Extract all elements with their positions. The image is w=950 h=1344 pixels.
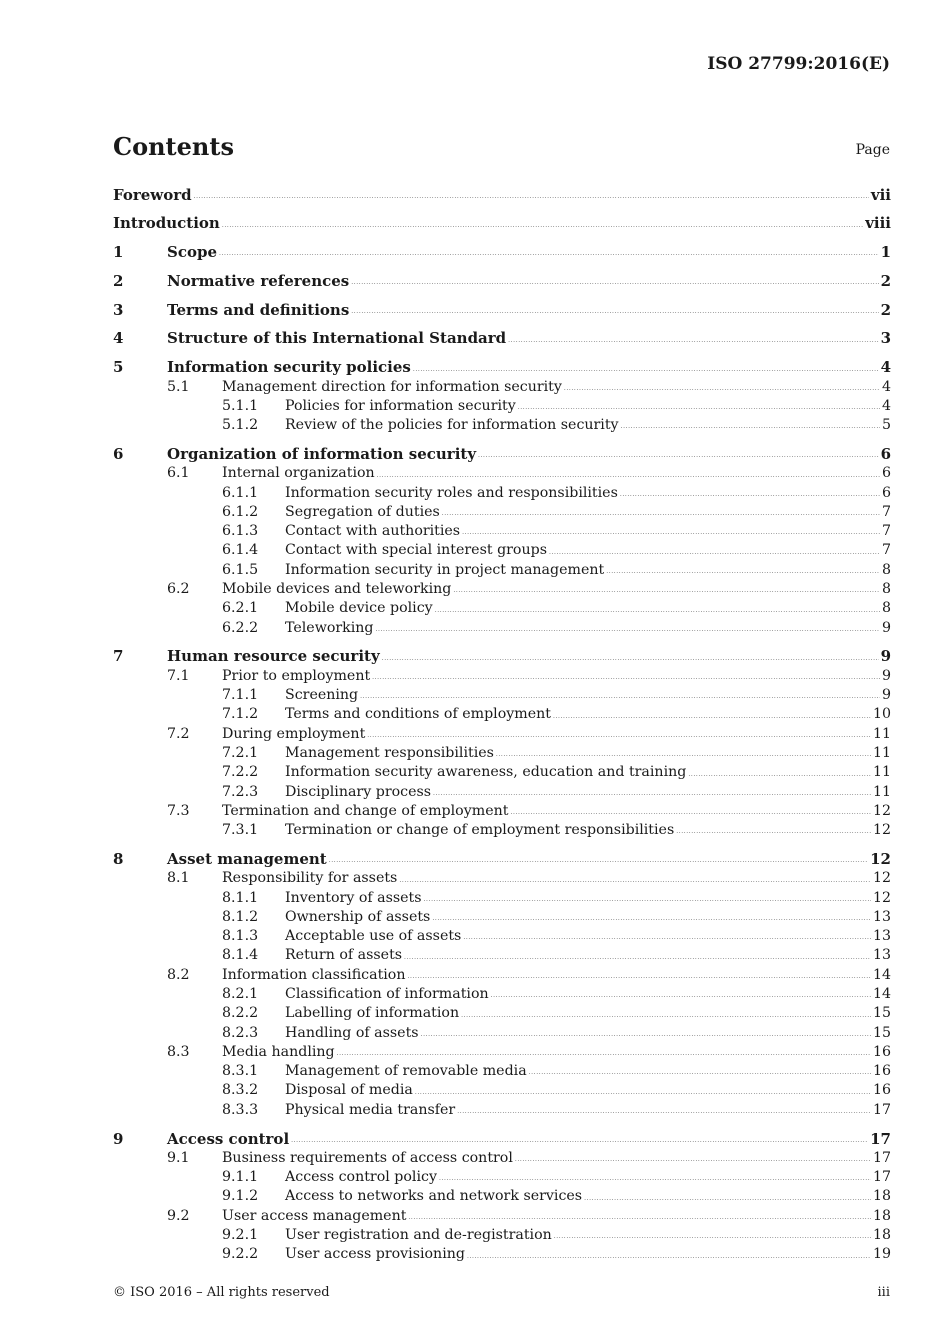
toc-entry-page: 11 [872, 764, 891, 781]
toc-entry-number: 8.3.2 [222, 1082, 259, 1099]
toc-entry-number: 6.1 [167, 465, 190, 482]
toc-entry-page: 18 [872, 1227, 891, 1244]
toc-entry[interactable] [113, 946, 891, 965]
toc-entry-number: 8.1.2 [222, 908, 259, 925]
dot-leader [337, 1051, 871, 1057]
toc-entry[interactable] [113, 464, 891, 483]
toc-entry-page: 16 [872, 1043, 891, 1060]
toc-entry[interactable] [113, 705, 891, 724]
dot-leader [491, 993, 871, 999]
toc-entry-page: 8 [881, 600, 891, 617]
toc-entry-title: Management responsibilities [285, 744, 494, 761]
toc-entry[interactable] [113, 186, 891, 205]
toc-entry-title: Management of removable media [285, 1063, 527, 1080]
dot-leader [529, 1070, 871, 1076]
toc-entry-page: 8 [881, 581, 891, 598]
dot-leader [399, 878, 871, 884]
toc-entry-number: 8.1 [167, 870, 190, 887]
toc-entry-number: 7 [113, 647, 124, 666]
toc-entry-number: 1 [113, 243, 124, 262]
toc-entry[interactable] [113, 927, 891, 946]
toc-entry-number: 2 [113, 271, 124, 290]
toc-entry-page: 9 [880, 647, 891, 666]
toc-entry[interactable] [113, 541, 891, 560]
dot-leader [457, 1109, 871, 1115]
toc-entry[interactable] [113, 1226, 891, 1245]
toc-entry-number: 3 [113, 300, 124, 319]
dot-leader [554, 1234, 871, 1240]
toc-entry-title: Terms and conditions of employment [285, 706, 551, 723]
dot-leader [508, 338, 878, 344]
dot-leader [329, 858, 868, 864]
toc-entry-title: Return of assets [285, 947, 403, 964]
toc-entry-page: 17 [872, 1101, 891, 1118]
toc-entry-title: Media handling [222, 1043, 335, 1060]
toc-entry-page: 12 [872, 802, 891, 819]
toc-entry-title: Screening [285, 687, 359, 704]
dot-leader [415, 1090, 871, 1096]
toc-entry-number: 6.1.2 [222, 503, 259, 520]
toc-entry-number: 9.1.1 [222, 1169, 259, 1186]
toc-entry[interactable] [113, 985, 891, 1004]
dot-leader [424, 897, 871, 903]
dot-leader [463, 935, 871, 941]
toc-entry-number: 8.2.3 [222, 1024, 259, 1041]
dot-leader [461, 1013, 871, 1019]
toc-entry-number: 8.3 [167, 1043, 190, 1060]
toc-entry-title: Internal organization [222, 465, 375, 482]
toc-entry-page: 1 [880, 243, 891, 262]
table-of-contents [113, 186, 891, 1265]
toc-entry-page: 18 [872, 1207, 891, 1224]
dot-leader [372, 675, 880, 681]
toc-entry[interactable] [113, 243, 891, 262]
dot-leader [194, 194, 869, 200]
dot-leader [377, 473, 880, 479]
dot-leader [432, 916, 871, 922]
toc-entry-title: Organization of information security [167, 444, 477, 463]
toc-entry-page: 15 [872, 1024, 891, 1041]
toc-entry[interactable] [113, 1062, 891, 1081]
toc-entry-title: Teleworking [285, 619, 374, 636]
toc-entry[interactable] [113, 869, 891, 888]
dot-leader [404, 955, 871, 961]
toc-entry-number: 7.3.1 [222, 822, 259, 839]
page-number: iii [877, 1285, 890, 1300]
dot-leader [688, 772, 871, 778]
toc-entry-number: 9.1.2 [222, 1188, 259, 1205]
toc-entry-page: 17 [870, 1129, 891, 1148]
toc-entry[interactable] [113, 214, 891, 233]
toc-entry-title: Mobile device policy [285, 600, 433, 617]
dot-leader [510, 810, 871, 816]
toc-entry-title: Information classification [222, 966, 406, 983]
dot-leader [676, 829, 871, 835]
toc-entry-title: Contact with authorities [285, 523, 461, 540]
dot-leader [462, 530, 880, 536]
toc-entry-title: Information security policies [167, 358, 411, 377]
toc-entry-title: Normative references [167, 271, 350, 290]
page-column-label: Page [855, 142, 890, 158]
toc-entry-page: 5 [881, 417, 891, 434]
toc-entry-page: 11 [872, 744, 891, 761]
toc-entry[interactable] [113, 850, 891, 869]
dot-leader [376, 627, 880, 633]
toc-entry[interactable] [113, 1149, 891, 1168]
toc-entry-title: Termination and change of employment [222, 802, 509, 819]
toc-entry[interactable] [113, 1168, 891, 1187]
toc-entry[interactable] [113, 1101, 891, 1120]
toc-entry-page: 12 [872, 889, 891, 906]
dot-leader [584, 1196, 871, 1202]
toc-entry-number: 8.3.1 [222, 1063, 259, 1080]
toc-entry[interactable] [113, 783, 891, 802]
toc-entry-number: 7.2.3 [222, 783, 259, 800]
toc-entry-title: Physical media transfer [285, 1101, 456, 1118]
toc-entry-number: 5.1 [167, 378, 190, 395]
page-title: Contents [113, 132, 234, 161]
toc-entry[interactable] [113, 802, 891, 821]
toc-entry-number: 8.1.4 [222, 947, 259, 964]
toc-entry-number: 7.2 [167, 725, 190, 742]
toc-entry-title: Management direction for information security [222, 378, 562, 395]
dot-leader [620, 492, 880, 498]
toc-entry-number: 8.1.1 [222, 889, 259, 906]
dot-leader [467, 1254, 871, 1260]
toc-entry-number: 5.1.2 [222, 417, 259, 434]
toc-entry-title: User registration and de-registration [285, 1227, 552, 1244]
toc-entry-number: 9 [113, 1129, 124, 1148]
toc-entry[interactable] [113, 889, 891, 908]
dot-leader [382, 656, 879, 662]
toc-entry-title: Contact with special interest groups [285, 542, 547, 559]
toc-entry-page: 6 [880, 444, 891, 463]
toc-entry-number: 8.1.3 [222, 928, 259, 945]
dot-leader [433, 791, 871, 797]
toc-entry-title: Asset management [167, 849, 327, 868]
toc-entry-number: 7.2.1 [222, 744, 259, 761]
dot-leader [360, 694, 880, 700]
toc-entry[interactable] [113, 647, 891, 666]
toc-entry-page: 10 [872, 706, 891, 723]
toc-entry[interactable] [113, 1130, 891, 1149]
toc-entry[interactable] [113, 561, 891, 580]
toc-entry-number: 7.1 [167, 667, 190, 684]
dot-leader [408, 1215, 871, 1221]
toc-entry-title: Information security awareness, education and training [285, 764, 687, 781]
toc-entry-page: 13 [872, 947, 891, 964]
toc-entry-number: 4 [113, 329, 124, 348]
toc-entry[interactable] [113, 358, 891, 377]
copyright-notice: © ISO 2016 – All rights reserved [113, 1285, 330, 1300]
toc-entry[interactable] [113, 821, 891, 840]
dot-leader [219, 251, 879, 257]
toc-entry-title: Segregation of duties [285, 503, 440, 520]
toc-entry[interactable] [113, 522, 891, 541]
toc-entry-title: Handling of assets [285, 1024, 419, 1041]
toc-entry-number: 8.2.2 [222, 1005, 259, 1022]
toc-entry-page: 15 [872, 1005, 891, 1022]
toc-entry-title: Structure of this International Standard [167, 329, 507, 348]
toc-entry[interactable] [113, 966, 891, 985]
toc-entry-number: 9.2.2 [222, 1246, 259, 1263]
toc-entry[interactable] [113, 1004, 891, 1023]
dot-leader [291, 1138, 868, 1144]
toc-entry-page: 9 [881, 619, 891, 636]
toc-entry[interactable] [113, 619, 891, 638]
toc-entry[interactable] [113, 686, 891, 705]
toc-entry-page: 12 [872, 822, 891, 839]
toc-entry-page: 7 [881, 503, 891, 520]
toc-entry-number: 6.1.5 [222, 561, 259, 578]
toc-entry-page: vii [870, 186, 891, 204]
toc-entry[interactable] [113, 599, 891, 618]
toc-entry-title: Access control [167, 1129, 290, 1148]
toc-entry[interactable] [113, 272, 891, 291]
toc-entry-page: 4 [881, 378, 891, 395]
toc-entry-page: 4 [880, 358, 891, 377]
toc-entry[interactable] [113, 484, 891, 503]
toc-entry-title: Ownership of assets [285, 908, 431, 925]
dot-leader [496, 752, 871, 758]
toc-entry-title: Human resource security [167, 647, 380, 666]
dot-leader [421, 1032, 871, 1038]
toc-entry-title: During employment [222, 725, 366, 742]
toc-entry-page: 14 [872, 985, 891, 1002]
toc-entry-page: 17 [872, 1149, 891, 1166]
toc-entry[interactable] [113, 1207, 891, 1226]
toc-entry-number: 5 [113, 358, 124, 377]
document-id: ISO 27799:2016(E) [707, 54, 890, 74]
toc-entry[interactable] [113, 725, 891, 744]
toc-entry-title: Disciplinary process [285, 783, 432, 800]
dot-leader [439, 1176, 871, 1182]
toc-entry[interactable] [113, 1245, 891, 1264]
toc-entry-number: 7.1.2 [222, 706, 259, 723]
toc-entry-number: 8.2.1 [222, 985, 259, 1002]
dot-leader [442, 511, 880, 517]
dot-leader [518, 405, 880, 411]
dot-leader [351, 309, 878, 315]
toc-entry-title: Labelling of information [285, 1005, 460, 1022]
toc-entry-page: 7 [881, 523, 891, 540]
dot-leader [407, 974, 870, 980]
toc-entry-page: 13 [872, 928, 891, 945]
toc-entry-title: Policies for information security [285, 397, 516, 414]
dot-leader [413, 367, 879, 373]
toc-entry-number: 7.1.1 [222, 687, 259, 704]
dot-leader [606, 569, 880, 575]
toc-entry[interactable] [113, 301, 891, 320]
toc-entry-title: Responsibility for assets [222, 870, 398, 887]
toc-entry-number: 6.2.2 [222, 619, 259, 636]
toc-entry-title: Classification of information [285, 985, 489, 1002]
dot-leader [453, 588, 880, 594]
dot-leader [549, 550, 880, 556]
toc-entry[interactable] [113, 397, 891, 416]
toc-entry-page: 12 [872, 870, 891, 887]
toc-entry[interactable] [113, 580, 891, 599]
toc-entry[interactable] [113, 1187, 891, 1206]
toc-entry-number: 5.1.1 [222, 397, 259, 414]
toc-entry-page: 16 [872, 1082, 891, 1099]
dot-leader [621, 424, 880, 430]
toc-entry-number: Foreword [113, 186, 192, 204]
toc-entry-title: Access control policy [285, 1169, 437, 1186]
toc-entry-page: 6 [881, 465, 891, 482]
toc-entry-title: Mobile devices and teleworking [222, 581, 452, 598]
dot-leader [478, 453, 879, 459]
toc-entry-number: 6.1.4 [222, 542, 259, 559]
toc-entry[interactable] [113, 503, 891, 522]
toc-entry-title: Terms and definitions [167, 300, 350, 319]
toc-entry-number: 6.1.3 [222, 523, 259, 540]
toc-entry-number: 7.3 [167, 802, 190, 819]
toc-entry-title: User access provisioning [285, 1246, 465, 1263]
toc-entry-title: Acceptable use of assets [285, 928, 462, 945]
toc-entry-page: 11 [872, 725, 891, 742]
toc-entry-title: Information security roles and responsibilities [285, 484, 618, 501]
dot-leader [564, 386, 880, 392]
dot-leader [515, 1157, 871, 1163]
dot-leader [351, 280, 878, 286]
toc-entry-page: 4 [881, 397, 891, 414]
toc-entry-number: 6 [113, 444, 124, 463]
toc-entry-page: 19 [872, 1246, 891, 1263]
toc-entry-title: Information security in project management [285, 561, 605, 578]
toc-entry[interactable] [113, 1043, 891, 1062]
toc-entry-page: 6 [881, 484, 891, 501]
toc-entry[interactable] [113, 1024, 891, 1043]
toc-entry-page: 9 [881, 687, 891, 704]
toc-entry-title: Prior to employment [222, 667, 371, 684]
toc-entry-page: 18 [872, 1188, 891, 1205]
toc-entry-number: 8 [113, 849, 124, 868]
toc-entry-page: 9 [881, 667, 891, 684]
toc-entry[interactable] [113, 908, 891, 927]
toc-entry-page: 2 [880, 271, 891, 290]
toc-entry[interactable] [113, 744, 891, 763]
toc-entry-title: Disposal of media [285, 1082, 413, 1099]
toc-entry-number: 6.2.1 [222, 600, 259, 617]
toc-entry[interactable] [113, 667, 891, 686]
dot-leader [435, 608, 880, 614]
toc-entry-page: 17 [872, 1169, 891, 1186]
toc-entry[interactable] [113, 1081, 891, 1100]
toc-entry-title: Inventory of assets [285, 889, 422, 906]
toc-entry-title: Review of the policies for information security [285, 417, 619, 434]
toc-entry-title: Access to networks and network services [285, 1188, 583, 1205]
toc-entry-number: Introduction [113, 214, 220, 233]
toc-entry-number: 9.2.1 [222, 1227, 259, 1244]
toc-entry[interactable] [113, 329, 891, 348]
toc-entry-title: Termination or change of employment responsibilities [285, 822, 675, 839]
toc-entry-number: 9.1 [167, 1149, 190, 1166]
toc-entry-title: User access management [222, 1207, 407, 1224]
toc-entry[interactable] [113, 416, 891, 435]
toc-entry[interactable] [113, 763, 891, 782]
toc-entry-title: Business requirements of access control [222, 1149, 513, 1166]
dot-leader [553, 714, 871, 720]
toc-entry-page: 12 [870, 849, 891, 868]
toc-entry-page: 11 [872, 783, 891, 800]
toc-entry-number: 6.1.1 [222, 484, 259, 501]
toc-entry-page: 7 [881, 542, 891, 559]
toc-entry-page: 14 [872, 966, 891, 983]
toc-entry[interactable] [113, 378, 891, 397]
toc-entry-number: 8.3.3 [222, 1101, 259, 1118]
toc-entry-page: 13 [872, 908, 891, 925]
toc-entry-number: 8.2 [167, 966, 190, 983]
toc-entry-number: 9.2 [167, 1207, 190, 1224]
toc-entry-page: 3 [880, 329, 891, 348]
toc-entry-number: 6.2 [167, 581, 190, 598]
toc-entry[interactable] [113, 445, 891, 464]
toc-entry-page: 2 [880, 300, 891, 319]
toc-entry-page: viii [865, 214, 891, 233]
toc-entry-title: Scope [167, 243, 218, 262]
toc-entry-page: 8 [881, 561, 891, 578]
toc-entry-page: 16 [872, 1063, 891, 1080]
toc-entry-number: 7.2.2 [222, 764, 259, 781]
dot-leader [222, 223, 863, 229]
dot-leader [367, 733, 871, 739]
